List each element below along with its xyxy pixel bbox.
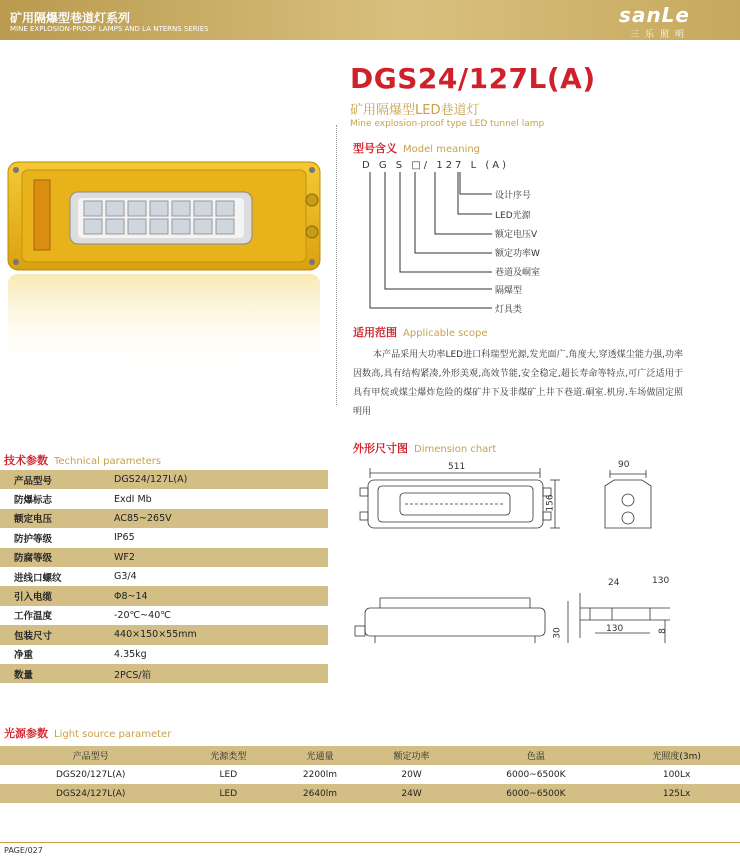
model-meaning-heading-cn: 型号含义 [353, 142, 397, 155]
table-row [0, 528, 328, 547]
product-name-cn: 矿用隔爆型LED巷道灯 [350, 103, 480, 118]
table-row [0, 586, 328, 605]
tech-key: 防腐等级 [0, 548, 100, 567]
page-number: PAGE/027 [4, 846, 43, 855]
cell: 24W [365, 784, 459, 803]
cell: DGS24/127L(A) [0, 784, 181, 803]
cell: LED [181, 765, 275, 784]
model-label-3: 额定电压V [495, 230, 538, 240]
series-title: 矿用隔爆型巷道灯系列 [10, 11, 131, 25]
dim-height: 156 [545, 494, 556, 512]
table-row [0, 765, 740, 784]
column-header: 光源类型 [181, 746, 275, 765]
model-label-6: 隔爆型 [495, 286, 523, 296]
cell: 125Lx [613, 784, 740, 803]
cell: 2640lm [275, 784, 364, 803]
table-row [0, 645, 328, 664]
model-label-2: LED光源 [495, 211, 531, 221]
column-header: 光通量 [275, 746, 364, 765]
cell: 20W [365, 765, 459, 784]
brand-logo-cn: 三乐照明 [629, 30, 690, 40]
tech-heading [4, 452, 161, 468]
cell: 2200lm [275, 765, 364, 784]
dim-8: 8 [657, 628, 668, 634]
header-banner [0, 0, 740, 40]
dim-width: 511 [448, 462, 466, 472]
tech-value: G3/4 [100, 567, 328, 586]
tech-key: 额定电压 [0, 509, 100, 528]
tech-key: 数量 [0, 664, 100, 683]
series-subtitle: MINE EXPLOSION-PROOF LAMPS AND LA NTERNS SERIES [10, 25, 209, 33]
cell: 6000~6500K [459, 784, 614, 803]
cell: 6000~6500K [459, 765, 614, 784]
table-row [0, 606, 328, 625]
model-meaning-heading [353, 140, 480, 156]
tech-key: 防爆标志 [0, 489, 100, 508]
dim-130-bottom: 130 [606, 624, 624, 634]
dimension-heading [353, 440, 496, 456]
tech-value: IP65 [100, 528, 328, 547]
product-model-title: DGS24/127L(A) [350, 62, 596, 95]
column-header: 额定功率 [365, 746, 459, 765]
model-label-4: 额定功率W [495, 249, 540, 259]
tech-value: WF2 [100, 548, 328, 567]
scope-heading [353, 324, 488, 340]
tech-value: Φ8~14 [100, 586, 328, 605]
dim-24: 24 [608, 578, 620, 588]
product-image [0, 150, 330, 380]
tech-key: 包装尺寸 [0, 625, 100, 644]
scope-heading-cn: 适用范围 [353, 326, 397, 339]
tech-value: AC85~265V [100, 509, 328, 528]
light-source-table [0, 746, 740, 803]
table-row [0, 784, 740, 803]
model-code: D G S □/ 127 L (A) [362, 160, 509, 171]
tech-key: 产品型号 [0, 470, 100, 489]
tech-key: 进线口螺纹 [0, 567, 100, 586]
dimension-heading-cn: 外形尺寸图 [353, 442, 408, 455]
tech-key: 净重 [0, 645, 100, 664]
table-header-row [0, 746, 740, 765]
table-row [0, 470, 328, 489]
product-name-en: Mine explosion-proof type LED tunnel lamp [350, 119, 545, 129]
scope-text: 本产品采用大功率LED进口科瑞型光源,发光面广,角度大,穿透煤尘能力强,功率因数高,具有结构紧凑,外形美观,高效节能,安全稳定,超长寿命等特点,可广泛适用于具有甲烷或煤尘爆炸危险的煤矿井下及非煤矿上井下巷道.硐室.机房.车场做固定照明用 [353, 350, 683, 417]
column-header: 产品型号 [0, 746, 181, 765]
table-row [0, 567, 328, 586]
model-meaning-diagram [360, 168, 500, 316]
tech-value: 440×150×55mm [100, 625, 328, 644]
tech-heading-cn: 技术参数 [4, 454, 48, 467]
tech-key: 防护等级 [0, 528, 100, 547]
brand-logo: sanLe [619, 3, 690, 27]
model-meaning-heading-en: Model meaning [403, 144, 481, 155]
cell: 100Lx [613, 765, 740, 784]
light-source-heading-cn: 光源参数 [4, 727, 48, 740]
light-source-heading-en: Light source parameter [54, 729, 172, 740]
dim-depth: 90 [618, 460, 630, 470]
model-label-5: 巷道及峒室 [495, 268, 541, 278]
table-row [0, 625, 328, 644]
dimension-drawing [350, 458, 690, 690]
dim-30: 30 [552, 627, 563, 639]
model-label-7: 灯具类 [495, 305, 523, 315]
tech-key: 引入电缆 [0, 586, 100, 605]
tech-value: -20℃~40℃ [100, 606, 328, 625]
table-row [0, 548, 328, 567]
section-divider [336, 125, 337, 405]
tech-heading-en: Technical parameters [54, 456, 162, 467]
tech-key: 工作温度 [0, 606, 100, 625]
cell: DGS20/127L(A) [0, 765, 181, 784]
table-row [0, 509, 328, 528]
tech-value: DGS24/127L(A) [100, 470, 328, 489]
dimension-heading-en: Dimension chart [414, 444, 497, 455]
light-source-heading [4, 725, 171, 741]
model-label-1: 设计序号 [495, 191, 532, 201]
tech-value: 4.35kg [100, 645, 328, 664]
table-row [0, 664, 328, 683]
scope-heading-en: Applicable scope [403, 328, 488, 339]
column-header: 色温 [459, 746, 614, 765]
column-header: 光照度(3m) [613, 746, 740, 765]
tech-value: 2PCS/箱 [100, 664, 328, 683]
table-row [0, 489, 328, 508]
dim-130-top: 130 [652, 576, 670, 586]
cell: LED [181, 784, 275, 803]
footer-divider [0, 842, 740, 843]
tech-value: ExdI Mb [100, 489, 328, 508]
tech-table [0, 470, 328, 683]
